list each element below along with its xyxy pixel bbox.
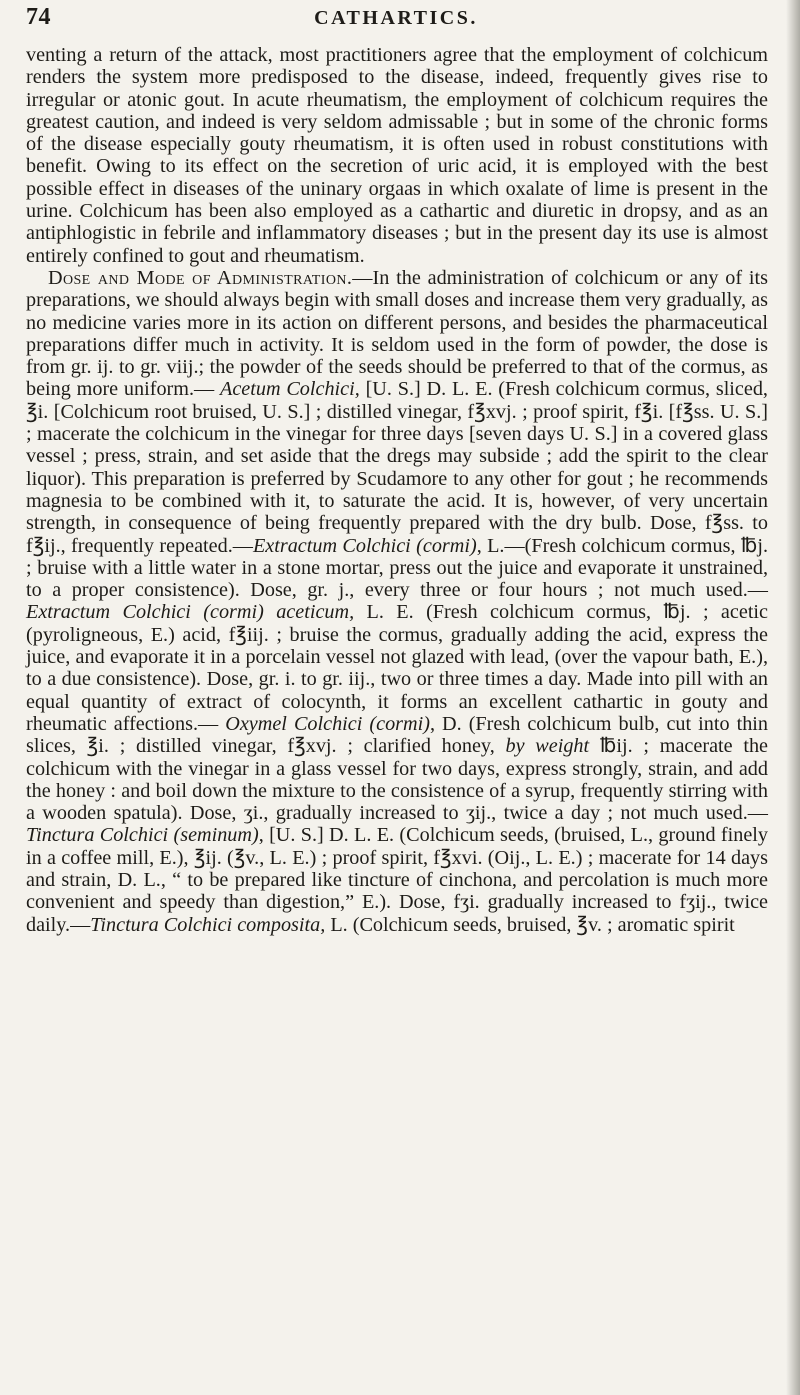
- text-run: —In the administration of colchicum or any of its preparations, we should always begin with small doses and increase them very gradually, as no medicine varies more in its action on different persons, and besides the pharmaceutical preparations differ much in activity. It is seldom used in the form of powder, the dose is from gr. ij. to gr. viij.; the powder of the seeds should be preferred to that of the cormus, as being more uniform.—: [26, 266, 769, 401]
- preparation-name: Acetum Colchici,: [220, 378, 360, 401]
- paragraph-continuation: venting a return of the attack, most practitioners agree that the employment of colchicum renders the system more predisposed to the disease, indeed, frequently gives rise to irregular or atonic gout. In acute rheumatism, the employment of colchicum requires the greatest caution, and indeed is very seldom admissable ; but in some of the chronic forms of the disease especially gouty rheumatism, it is often used in robust constitutions with benefit. Owing to its effect on the secretion of uric acid, it is employed with the best possible effect in diseases of the uninary orgaas in which oxalate of lime is present in the urine. Colchicum has been also employed as a cathartic and diuretic in dropsy, and as an antiphlogistic in febrile and inflammatory diseases ; but in the present day its use is almost entirely confined to gout and rheumatism.: [26, 44, 768, 267]
- running-head: [26, 4, 766, 38]
- preparation-qualifier: (cormi): [416, 534, 477, 557]
- text-run: , L.—(Fresh colchicum cormus, ℔j. ; bruise with a little water in a stone mortar, press out the juice and evaporate it unstrained, to a proper consistence). Dose, gr. j., every three or four hours ; not much used.—: [26, 534, 769, 602]
- text-run: [U. S.] D. L. E. (Fresh colchicum cormus, sliced, ℥i. [Colchicum root bruised, U. S.] ; distilled vinegar, f℥xvj. ; proof spirit, f℥i. [f℥ss. U. S.] ; macerate the colchicum in the vinegar for three days [seven days U. S.] in a covered glass vessel ; press, strain, and set aside that the dregs may subside ; add the spirit to the clear liquor). This preparation is preferred by Scudamore to any other for gout ; he recommends magnesia to be combined with it, to saturate the acid. It is, however, of very uncertain strength, in consequence of being frequently prepared with the dry bulb. Dose, f℥ss. to f℥ij., frequently repeated.—: [26, 378, 768, 557]
- page-number: 74: [26, 4, 51, 30]
- preparation-qualifier: (seminum): [173, 824, 259, 847]
- body-text: [26, 44, 768, 936]
- text-run: L. (Colchicum seeds, bruised, ℥v. ; aromatic spirit: [325, 913, 735, 936]
- section-heading: Dose and Mode of Administration.: [48, 266, 353, 289]
- preparation-qualifier: (cormi) aceticum,: [203, 601, 355, 624]
- preparation-qualifier: (cormi): [369, 712, 430, 735]
- text-run: L. E. (Fresh colchicum cormus, ℔j. ; acetic (pyroligneous, E.) acid, f℥iij. ; bruise the cormus, gradually adding the acid, express the juice, and evaporate it in a porcelain vessel not glazed with lead, (over the vapour bath, E.), to a due consistence). Dose, gr. i. to gr. iij., two or three times a day. Made into pill with an equal quantity of extract of colocynth, it forms an excellent cathartic in gouty and rheumatic affections.—: [26, 601, 768, 735]
- preparation-name: Extractum Colchici: [26, 601, 191, 624]
- paragraph-dose-administration: [26, 267, 768, 936]
- text-run: ℔ij. ; macerate the colchicum with the vinegar in a glass vessel for two days, express strongly, strain, and add the honey : and boil down the mixture to the consistence of a syrup, frequently stirring with a wooden spatula). Dose, ʒi., gradually increased to ʒij., twice a day ; not much used.—: [26, 735, 768, 825]
- emphasis: by weight: [505, 735, 590, 758]
- preparation-name: Tinctura Colchici composita,: [90, 913, 326, 936]
- preparation-name: Tinctura Colchici: [26, 824, 169, 847]
- text-run: , D. (Fresh colchicum bulb, cut into thin slices, ℥i. ; distilled vinegar, f℥xvj. ; clarified honey,: [26, 712, 769, 758]
- text-run: , [U. S.] D. L. E. (Colchicum seeds, (bruised, L., ground finely in a coffee mill, E.), ℥ij. (℥v., L. E.) ; proof spirit, f℥xvi. (Oij., L. E.) ; macerate for 14 days and strain, D. L., “ to be prepared like tincture of cinchona, and percolation is much more convenient and speedy than digestion,” E.). Dose, fʒi. gradually increased to fʒij., twice daily.—: [26, 824, 769, 936]
- running-title: CATHARTICS.: [314, 7, 478, 29]
- page-edge-shadow: [786, 0, 800, 1395]
- preparation-name: Oxymel Colchici: [225, 712, 363, 735]
- preparation-name: Extractum Colchici: [252, 534, 411, 557]
